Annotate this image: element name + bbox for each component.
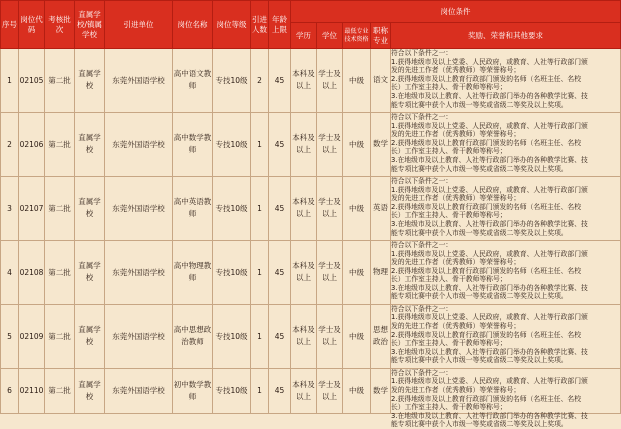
header-degree: 学位: [317, 23, 343, 49]
requirements-text: [391, 305, 620, 364]
cell-code: 02107: [19, 176, 45, 240]
cell-age: 45: [269, 304, 291, 368]
cell-degree: 学士及以上: [317, 240, 343, 304]
requirement-line: 能专项比赛中获个人市级一等奖或省级二等奖及以上奖项。: [391, 292, 568, 301]
requirement-line: 1.获得地级市及以上党委、人民政府，或教育、人社等行政部门颁: [391, 121, 588, 130]
cell-batch: 第二批: [45, 49, 75, 113]
cell-code: 02109: [19, 304, 45, 368]
cell-major: 物理: [371, 240, 391, 304]
requirement-line: 长）工作室主持人、骨干教师等称号；: [391, 83, 507, 92]
cell-post-grade: 专技10级: [213, 112, 251, 176]
requirement-line: 3.在地级市及以上教育、人社等行政部门举办的各种教学比赛、技: [391, 219, 588, 228]
cell-school-type: 直属学校: [75, 240, 105, 304]
cell-requirements: [391, 49, 621, 113]
requirements-text: [391, 177, 620, 236]
cell-degree: 学士及以上: [317, 49, 343, 113]
requirement-line: 3.在地级市及以上教育、人社等行政部门举办的各种教学比赛、技: [391, 283, 588, 292]
cell-batch: 第二批: [45, 368, 75, 413]
cell-post-name: 高中思想政治教师: [173, 304, 213, 368]
requirement-line: 发的先进工作者（优秀教师）等荣誉称号；: [391, 322, 521, 331]
requirement-line: 能专项比赛中获个人市级一等奖或省级二等奖及以上奖项。: [391, 420, 568, 429]
header-code: 岗位代码: [19, 1, 45, 49]
cell-requirements: [391, 368, 621, 429]
requirement-line: 2.获得地级市及以上教育行政部门颁发的名师（名班主任、名校: [391, 202, 581, 211]
cell-age: 45: [269, 176, 291, 240]
cell-post-grade: 专技10级: [213, 240, 251, 304]
cell-degree: 学士及以上: [317, 304, 343, 368]
cell-degree: 学士及以上: [317, 176, 343, 240]
header-education: 学历: [291, 23, 317, 49]
table-header: [1, 1, 621, 49]
cell-seq: 3: [1, 176, 19, 240]
cell-title-qualification: 中级: [343, 49, 371, 113]
cell-post-grade: 专技10级: [213, 49, 251, 113]
table-body: [1, 49, 621, 429]
cell-unit: 东莞外国语学校: [105, 112, 173, 176]
cell-count: 1: [251, 176, 269, 240]
cell-count: 1: [251, 240, 269, 304]
table-row: [1, 49, 621, 113]
requirement-line: 1.获得地级市及以上党委、人民政府，或教育、人社等行政部门颁: [391, 57, 588, 66]
cell-requirements: [391, 176, 621, 240]
cell-title-qualification: 中级: [343, 304, 371, 368]
header-requirements: 奖励、荣誉和其他要求: [391, 23, 621, 49]
requirement-line: 符合以下条件之一：: [391, 49, 453, 57]
requirement-line: 长）工作室主持人、骨干教师等称号；: [391, 339, 507, 348]
header-post-name: 岗位名称: [173, 1, 213, 49]
cell-age: 45: [269, 240, 291, 304]
table-row: [1, 240, 621, 304]
cell-post-grade: 专技10级: [213, 368, 251, 413]
cell-unit: 东莞外国语学校: [105, 368, 173, 413]
requirement-line: 3.在地级市及以上教育、人社等行政部门举办的各种教学比赛、技: [391, 347, 588, 356]
cell-unit: 东莞外国语学校: [105, 304, 173, 368]
header-batch: 考核批次: [45, 1, 75, 49]
header-major: 职称专业: [371, 23, 391, 49]
requirement-line: 2.获得地级市及以上教育行政部门颁发的名师（名班主任、名校: [391, 330, 581, 339]
requirement-line: 2.获得地级市及以上教育行政部门颁发的名师（名班主任、名校: [391, 138, 581, 147]
cell-unit: 东莞外国语学校: [105, 240, 173, 304]
cell-post-name: 高中数学教师: [173, 112, 213, 176]
requirement-line: 2.获得地级市及以上教育行政部门颁发的名师（名班主任、名校: [391, 266, 581, 275]
requirement-line: 长）工作室主持人、骨干教师等称号；: [391, 275, 507, 284]
cell-seq: 6: [1, 368, 19, 413]
table-row: [1, 112, 621, 176]
requirement-line: 3.在地级市及以上教育、人社等行政部门举办的各种教学比赛、技: [391, 91, 588, 100]
header-seq: 序号: [1, 1, 19, 49]
cell-major: 数学: [371, 368, 391, 413]
requirement-line: 发的先进工作者（优秀教师）等荣誉称号；: [391, 386, 521, 395]
requirement-line: 能专项比赛中获个人市级一等奖或省级二等奖及以上奖项。: [391, 100, 568, 109]
cell-education: 本科及以上: [291, 368, 317, 413]
requirement-line: 能专项比赛中获个人市级一等奖或省级二等奖及以上奖项。: [391, 356, 568, 365]
cell-title-qualification: 中级: [343, 240, 371, 304]
cell-requirements: [391, 112, 621, 176]
cell-title-qualification: 中级: [343, 176, 371, 240]
requirement-line: 能专项比赛中获个人市级一等奖或省级二等奖及以上奖项。: [391, 228, 568, 237]
requirements-text: [391, 241, 620, 300]
cell-count: 1: [251, 112, 269, 176]
cell-major: 思想政治: [371, 304, 391, 368]
cell-requirements: [391, 304, 621, 368]
cell-major: 英语: [371, 176, 391, 240]
cell-seq: 5: [1, 304, 19, 368]
cell-major: 语文: [371, 49, 391, 113]
requirement-line: 1.获得地级市及以上党委、人民政府，或教育、人社等行政部门颁: [391, 377, 588, 386]
cell-code: 02108: [19, 240, 45, 304]
header-school-type: 直属学校/镇属学校: [75, 1, 105, 49]
requirement-line: 符合以下条件之一：: [391, 112, 453, 121]
header-post-grade: 岗位等级: [213, 1, 251, 49]
requirement-line: 发的先进工作者（优秀教师）等荣誉称号；: [391, 194, 521, 203]
header-unit: 引进单位: [105, 1, 173, 49]
cell-education: 本科及以上: [291, 49, 317, 113]
cell-major: 数学: [371, 112, 391, 176]
table-row: [1, 368, 621, 413]
cell-unit: 东莞外国语学校: [105, 176, 173, 240]
cell-batch: 第二批: [45, 176, 75, 240]
cell-count: 1: [251, 304, 269, 368]
requirement-line: 3.在地级市及以上教育、人社等行政部门举办的各种教学比赛、技: [391, 155, 588, 164]
cell-code: 02106: [19, 112, 45, 176]
header-conditions: 岗位条件: [291, 1, 621, 23]
cell-post-name: 高中英语教师: [173, 176, 213, 240]
cell-seq: 2: [1, 112, 19, 176]
requirement-line: 1.获得地级市及以上党委、人民政府，或教育、人社等行政部门颁: [391, 185, 588, 194]
requirement-line: 3.在地级市及以上教育、人社等行政部门举办的各种教学比赛、技: [391, 411, 588, 420]
cell-seq: 1: [1, 49, 19, 113]
requirement-line: 2.获得地级市及以上教育行政部门颁发的名师（名班主任、名校: [391, 394, 581, 403]
cell-age: 45: [269, 368, 291, 413]
requirement-line: 2.获得地级市及以上教育行政部门颁发的名师（名班主任、名校: [391, 74, 581, 83]
table-row: [1, 176, 621, 240]
cell-count: 1: [251, 368, 269, 413]
cell-school-type: 直属学校: [75, 49, 105, 113]
cell-title-qualification: 中级: [343, 112, 371, 176]
cell-batch: 第二批: [45, 240, 75, 304]
cell-school-type: 直属学校: [75, 176, 105, 240]
cell-title-qualification: 中级: [343, 368, 371, 413]
requirements-text: [391, 368, 620, 429]
cell-education: 本科及以上: [291, 240, 317, 304]
cell-education: 本科及以上: [291, 176, 317, 240]
cell-post-name: 初中数学教师: [173, 368, 213, 413]
header-count: 引进人数: [251, 1, 269, 49]
requirement-line: 符合以下条件之一：: [391, 368, 453, 377]
header-age: 年龄上限: [269, 1, 291, 49]
table-row: [1, 304, 621, 368]
requirement-line: 发的先进工作者（优秀教师）等荣誉称号；: [391, 258, 521, 267]
requirement-line: 长）工作室主持人、骨干教师等称号；: [391, 403, 507, 412]
requirement-line: 发的先进工作者（优秀教师）等荣誉称号；: [391, 130, 521, 139]
requirement-line: 长）工作室主持人、骨干教师等称号；: [391, 211, 507, 220]
requirement-line: 能专项比赛中获个人市级一等奖或省级二等奖及以上奖项。: [391, 164, 568, 173]
requirement-line: 符合以下条件之一：: [391, 240, 453, 249]
requirement-line: 1.获得地级市及以上党委、人民政府，或教育、人社等行政部门颁: [391, 313, 588, 322]
requirements-text: [391, 49, 620, 108]
requirement-line: 符合以下条件之一：: [391, 176, 453, 185]
requirement-line: 符合以下条件之一：: [391, 304, 453, 313]
cell-education: 本科及以上: [291, 304, 317, 368]
cell-school-type: 直属学校: [75, 368, 105, 413]
cell-batch: 第二批: [45, 112, 75, 176]
cell-education: 本科及以上: [291, 112, 317, 176]
cell-post-grade: 专技10级: [213, 304, 251, 368]
cell-post-name: 高中语文教师: [173, 49, 213, 113]
cell-school-type: 直属学校: [75, 304, 105, 368]
header-title-qualification: 最低专业技术资格: [343, 23, 371, 49]
cell-seq: 4: [1, 240, 19, 304]
cell-degree: 学士及以上: [317, 112, 343, 176]
cell-code: 02105: [19, 49, 45, 113]
cell-age: 45: [269, 112, 291, 176]
cell-requirements: [391, 240, 621, 304]
requirement-line: 长）工作室主持人、骨干教师等称号；: [391, 147, 507, 156]
requirements-text: [391, 113, 620, 172]
cell-degree: 学士及以上: [317, 368, 343, 413]
cell-unit: 东莞外国语学校: [105, 49, 173, 113]
cell-batch: 第二批: [45, 304, 75, 368]
cell-age: 45: [269, 49, 291, 113]
cell-post-grade: 专技10级: [213, 176, 251, 240]
cell-count: 2: [251, 49, 269, 113]
requirement-line: 发的先进工作者（优秀教师）等荣誉称号；: [391, 66, 521, 75]
cell-code: 02110: [19, 368, 45, 413]
cell-school-type: 直属学校: [75, 112, 105, 176]
cell-post-name: 高中物理教师: [173, 240, 213, 304]
requirement-line: 1.获得地级市及以上党委、人民政府，或教育、人社等行政部门颁: [391, 249, 588, 258]
